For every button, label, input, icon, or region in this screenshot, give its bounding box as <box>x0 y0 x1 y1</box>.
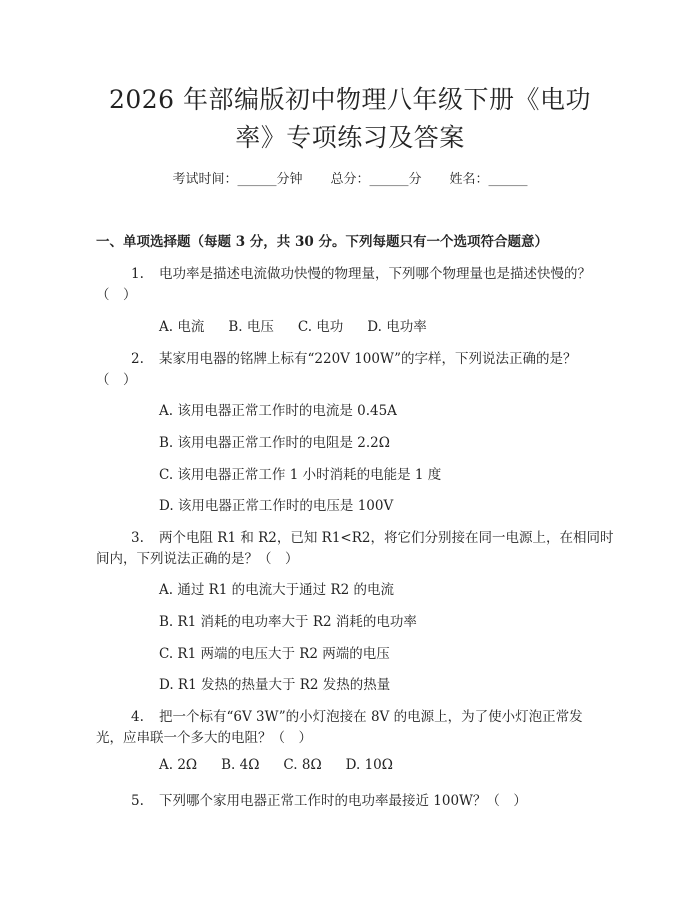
option-a: A. 该用电器正常工作时的电流是 0.45A <box>159 403 397 419</box>
option-a: A. 2Ω <box>159 757 198 773</box>
option-d: D. 10Ω <box>345 757 393 773</box>
question-text: 两个电阻 R1 和 R2，已知 R1<R2，将它们分别接在同一电源上，在相同时 <box>159 530 614 546</box>
question-number: 4. <box>131 709 144 725</box>
question-4 <box>131 705 583 725</box>
option-a: A. 电流 <box>159 319 205 335</box>
page-title-line1: 2026 年部编版初中物理八年级下册《电功 <box>108 85 592 114</box>
option-b: B. 电压 <box>228 319 274 335</box>
question-1-options <box>159 315 427 335</box>
option-c: C. 8Ω <box>283 757 322 773</box>
question-2 <box>131 347 577 367</box>
question-3-continuation: 间内，下列说法正确的是？（ ） <box>96 551 299 567</box>
question-1-continuation: （ ） <box>96 287 137 303</box>
exam-time-field: 考试时间：______分钟 <box>172 172 303 187</box>
student-name-field: 姓名：______ <box>449 172 528 187</box>
question-4-options <box>159 757 393 773</box>
question-text: 把一个标有“6V 3W”的小灯泡接在 8V 的电源上，为了使小灯泡正常发 <box>159 709 583 725</box>
question-number: 5. <box>131 793 144 809</box>
question-2-continuation: （ ） <box>96 372 137 388</box>
question-5 <box>131 789 527 809</box>
option-b: B. 该用电器正常工作时的电阻是 2.2Ω <box>159 435 390 451</box>
option-c: C. 电功 <box>297 319 344 335</box>
question-number: 1. <box>131 266 144 282</box>
exam-meta <box>0 168 700 187</box>
option-c: C. R1 两端的电压大于 R2 两端的电压 <box>159 646 390 662</box>
section-heading: 一、单项选择题（每题 3 分，共 30 分。下列每题只有一个选项符合题意） <box>96 234 548 250</box>
question-text: 电功率是描述电流做功快慢的物理量，下列哪个物理量也是描述快慢的？ <box>159 266 591 282</box>
option-a: A. 通过 R1 的电流大于通过 R2 的电流 <box>159 582 395 598</box>
question-text: 下列哪个家用电器正常工作时的电功率最接近 100W？（ ） <box>159 793 527 809</box>
question-text: 某家用电器的铭牌上标有“220V 100W”的字样，下列说法正确的是？ <box>159 351 577 367</box>
question-number: 2. <box>131 351 144 367</box>
total-score-field: 总分：______分 <box>330 172 422 187</box>
question-3 <box>131 526 614 546</box>
option-d: D. R1 发热的热量大于 R2 发热的热量 <box>159 677 391 693</box>
question-4-continuation: 光，应串联一个多大的电阻？（ ） <box>96 730 312 746</box>
question-number: 3. <box>131 530 144 546</box>
option-d: D. 该用电器正常工作时的电压是 100V <box>159 498 394 514</box>
option-b: B. R1 消耗的电功率大于 R2 消耗的电功率 <box>159 614 417 630</box>
question-1 <box>131 262 591 282</box>
option-c: C. 该用电器正常工作 1 小时消耗的电能是 1 度 <box>159 467 442 483</box>
option-d: D. 电功率 <box>367 319 427 335</box>
option-b: B. 4Ω <box>221 757 260 773</box>
page-title-line2: 率》专项练习及答案 <box>235 123 465 152</box>
